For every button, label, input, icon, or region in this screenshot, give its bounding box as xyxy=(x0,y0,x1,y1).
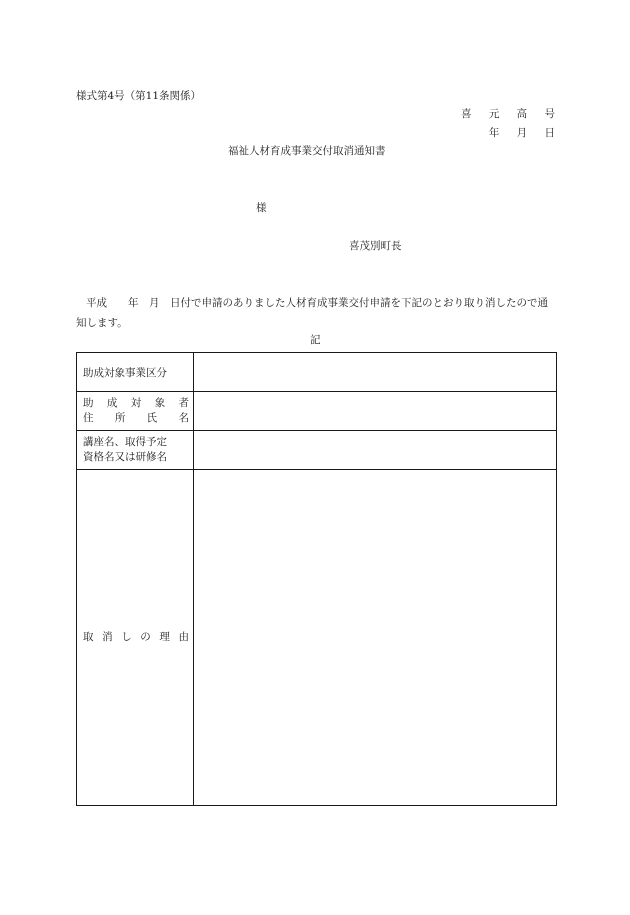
label-subsidy-category: 助成対象事業区分 xyxy=(77,353,194,392)
date-year-char: 年 xyxy=(488,127,500,139)
reference-char: 元 xyxy=(488,108,500,120)
reference-number xyxy=(455,106,555,121)
date-month-char: 月 xyxy=(516,127,528,139)
date-day-char: 日 xyxy=(544,127,555,139)
table-row xyxy=(77,431,557,470)
reference-char: 高 xyxy=(516,108,528,120)
label-cancellation-reason-line: 取 消 し の 理 由 xyxy=(83,631,189,643)
value-course-name xyxy=(194,431,557,470)
details-table xyxy=(76,352,557,806)
label-recipient xyxy=(77,392,194,431)
value-subsidy-category xyxy=(194,353,557,392)
issue-date xyxy=(483,125,555,140)
table-row xyxy=(77,353,557,392)
reference-char: 号 xyxy=(544,108,555,120)
label-recipient-line1: 助 成 対 象 者 xyxy=(83,397,189,409)
table-row xyxy=(77,392,557,431)
label-course-name: 講座名、取得予定 資格名又は研修名 xyxy=(77,431,194,470)
value-recipient xyxy=(194,392,557,431)
form-number: 様式第4号（第11条関係） xyxy=(76,90,202,102)
notice-body: 平成 年 月 日付で申請のありました人材育成事業交付申請を下記のとおり取り消したので通知します。 xyxy=(76,297,548,329)
label-recipient-line2: 住 所 氏 名 xyxy=(83,412,189,424)
reference-char: 喜 xyxy=(460,108,472,120)
ki-heading: 記 xyxy=(310,334,321,346)
addressee-suffix: 様 xyxy=(256,202,267,214)
table-row xyxy=(77,470,557,806)
document-title: 福祉人材育成事業交付取消通知書 xyxy=(228,145,386,157)
value-cancellation-reason xyxy=(194,470,557,806)
sender-name: 喜茂別町長 xyxy=(349,240,402,252)
label-cancellation-reason xyxy=(77,470,194,806)
